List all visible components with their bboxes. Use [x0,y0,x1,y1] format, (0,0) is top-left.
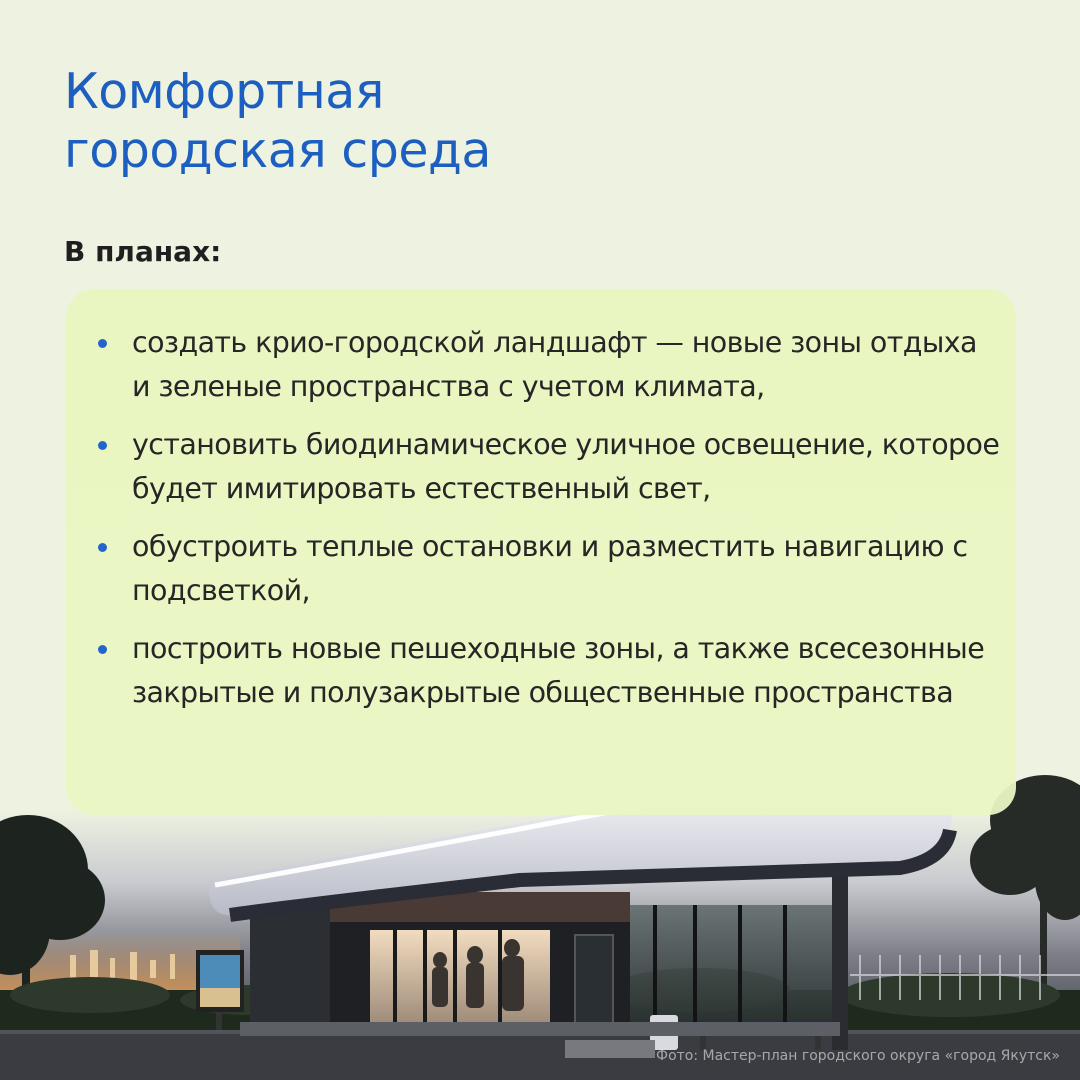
title-line: городская среда [64,122,491,179]
bullet-icon [98,645,107,654]
section-heading: В планах: [64,235,222,268]
list-item-text: создать крио-городской ландшафт — новые зоны отдыха и зеленые пространства с учетом климата, [132,326,977,403]
list-item [96,423,1001,511]
list-item [96,525,1001,613]
list-item-text: установить биодинамическое уличное освещение, которое будет имитировать естественный свет, [132,428,1000,505]
bullet-icon [98,441,107,450]
list-item [96,321,1001,409]
plans-list [96,321,1001,729]
bullet-icon [98,339,107,348]
photo-caption: Фото: Мастер-план городского округа «город Якутск» [656,1048,1060,1064]
plans-card [66,289,1016,815]
page-title [64,62,491,180]
bullet-icon [98,543,107,552]
list-item-text: построить новые пешеходные зоны, а также всесезонные закрытые и полузакрытые общественные пространства [132,632,985,709]
title-line: Комфортная [64,63,384,120]
list-item-text: обустроить теплые остановки и разместить навигацию с подсветкой, [132,530,968,607]
list-item [96,627,1001,715]
